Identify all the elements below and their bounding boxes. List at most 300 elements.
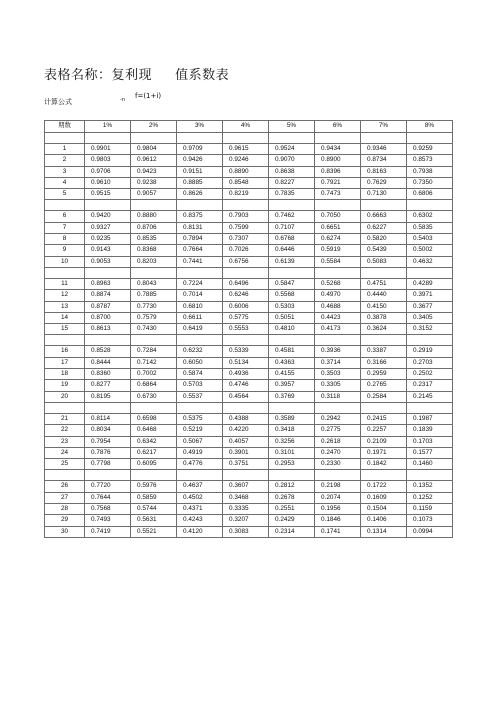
spacer-cell [85, 200, 131, 211]
factor-cell: 0.2959 [361, 369, 407, 380]
header-rate: 1% [85, 121, 131, 133]
factor-cell: 0.8700 [85, 312, 131, 323]
table-row [45, 481, 453, 492]
factor-cell: 0.3207 [223, 515, 269, 526]
factor-cell: 0.9612 [131, 155, 177, 166]
table-row [45, 144, 453, 155]
spacer-cell [45, 335, 85, 346]
spacer-cell [177, 133, 223, 144]
factor-cell: 0.6768 [269, 234, 315, 245]
factor-cell: 0.3589 [269, 413, 315, 424]
spacer-cell [361, 200, 407, 211]
spacer-cell [223, 335, 269, 346]
table-row [45, 189, 453, 200]
spacer-cell [223, 200, 269, 211]
factor-cell: 0.7142 [131, 357, 177, 368]
spacer-cell [269, 402, 315, 413]
table-row [45, 504, 453, 515]
header-rate: 3% [177, 121, 223, 133]
factor-cell: 0.1846 [315, 515, 361, 526]
factor-cell: 0.7224 [177, 278, 223, 289]
factor-cell: 0.9151 [177, 166, 223, 177]
factor-cell: 0.7579 [131, 312, 177, 323]
spacer-cell [45, 133, 85, 144]
factor-cell: 0.5067 [177, 436, 223, 447]
spacer-cell [85, 402, 131, 413]
table-row [45, 301, 453, 312]
factor-cell: 0.6246 [223, 290, 269, 301]
factor-cell: 0.4810 [269, 324, 315, 335]
factor-cell: 0.4751 [361, 278, 407, 289]
period-cell: 21 [45, 413, 85, 424]
factor-cell: 0.7307 [223, 234, 269, 245]
spacer-cell [177, 470, 223, 481]
period-cell: 18 [45, 369, 85, 380]
table-row [45, 290, 453, 301]
factor-cell: 0.9143 [85, 245, 131, 256]
factor-cell: 0.6217 [131, 447, 177, 458]
factor-cell: 0.9901 [85, 144, 131, 155]
spacer-cell [269, 133, 315, 144]
table-body [45, 133, 453, 538]
spacer-cell [315, 133, 361, 144]
factor-cell: 0.8963 [85, 278, 131, 289]
factor-cell: 0.2074 [315, 492, 361, 503]
factor-cell: 0.3083 [223, 526, 269, 537]
period-cell: 12 [45, 290, 85, 301]
header-rate: 6% [315, 121, 361, 133]
factor-cell: 0.2678 [269, 492, 315, 503]
factor-cell: 0.7938 [407, 166, 453, 177]
factor-cell: 0.3624 [361, 324, 407, 335]
table-row [45, 177, 453, 188]
factor-cell: 0.4746 [223, 380, 269, 391]
factor-cell: 0.5775 [223, 312, 269, 323]
header-rate: 7% [361, 121, 407, 133]
factor-cell: 0.3418 [269, 425, 315, 436]
group-spacer-row [45, 402, 453, 413]
factor-cell: 0.9804 [131, 144, 177, 155]
period-cell: 6 [45, 211, 85, 222]
period-cell: 17 [45, 357, 85, 368]
spacer-cell [131, 200, 177, 211]
factor-cell: 0.8535 [131, 234, 177, 245]
factor-cell: 0.6274 [315, 234, 361, 245]
factor-cell: 0.8874 [85, 290, 131, 301]
factor-cell: 0.3936 [315, 346, 361, 357]
factor-cell: 0.8368 [131, 245, 177, 256]
table-row [45, 425, 453, 436]
factor-cell: 0.7462 [269, 211, 315, 222]
factor-cell: 0.9420 [85, 211, 131, 222]
factor-cell: 0.4440 [361, 290, 407, 301]
factor-cell: 0.2812 [269, 481, 315, 492]
spacer-cell [223, 402, 269, 413]
factor-cell: 0.4564 [223, 391, 269, 402]
spacer-cell [177, 335, 223, 346]
table-row [45, 155, 453, 166]
factor-cell: 0.7350 [407, 177, 453, 188]
period-cell: 11 [45, 278, 85, 289]
factor-cell: 0.1352 [407, 481, 453, 492]
period-cell: 2 [45, 155, 85, 166]
factor-cell: 0.1460 [407, 459, 453, 470]
factor-cell: 0.2317 [407, 380, 453, 391]
factor-cell: 0.5584 [315, 256, 361, 267]
factor-cell: 0.3468 [223, 492, 269, 503]
period-cell: 30 [45, 526, 85, 537]
spacer-cell [177, 267, 223, 278]
factor-cell: 0.9524 [269, 144, 315, 155]
period-cell: 14 [45, 312, 85, 323]
factor-cell: 0.6419 [177, 324, 223, 335]
table-row [45, 166, 453, 177]
factor-cell: 0.1839 [407, 425, 453, 436]
factor-cell: 0.4936 [223, 369, 269, 380]
period-cell: 26 [45, 481, 85, 492]
spacer-cell [223, 470, 269, 481]
factor-cell: 0.8900 [315, 155, 361, 166]
table-row [45, 492, 453, 503]
factor-cell: 0.3387 [361, 346, 407, 357]
factor-cell: 0.9235 [85, 234, 131, 245]
formula: f=(1+i) [135, 92, 162, 100]
factor-cell: 0.6050 [177, 357, 223, 368]
factor-cell: 0.5083 [361, 256, 407, 267]
table-row [45, 369, 453, 380]
spacer-cell [269, 335, 315, 346]
spacer-cell [315, 402, 361, 413]
factor-cell: 0.7419 [85, 526, 131, 537]
spacer-cell [85, 267, 131, 278]
table-row [45, 346, 453, 357]
factor-cell: 0.6663 [361, 211, 407, 222]
factor-cell: 0.5521 [131, 526, 177, 537]
factor-cell: 0.7629 [361, 177, 407, 188]
factor-cell: 0.9070 [269, 155, 315, 166]
factor-cell: 0.1314 [361, 526, 407, 537]
factor-cell: 0.2257 [361, 425, 407, 436]
period-cell: 13 [45, 301, 85, 312]
factor-cell: 0.6139 [269, 256, 315, 267]
formula-label: 计算公式 [44, 98, 72, 106]
factor-cell: 0.8203 [131, 256, 177, 267]
factor-cell: 0.5820 [361, 234, 407, 245]
factor-cell: 0.4150 [361, 301, 407, 312]
table-row [45, 256, 453, 267]
spacer-cell [269, 470, 315, 481]
factor-cell: 0.6806 [407, 189, 453, 200]
factor-cell: 0.7284 [131, 346, 177, 357]
factor-cell: 0.5976 [131, 481, 177, 492]
spacer-cell [85, 470, 131, 481]
spacer-cell [269, 200, 315, 211]
table-row [45, 211, 453, 222]
factor-cell: 0.8638 [269, 166, 315, 177]
factor-cell: 0.5403 [407, 234, 453, 245]
factor-cell: 0.2703 [407, 357, 453, 368]
period-cell: 15 [45, 324, 85, 335]
factor-cell: 0.2429 [269, 515, 315, 526]
period-cell: 22 [45, 425, 85, 436]
spacer-cell [131, 335, 177, 346]
factor-cell: 0.9615 [223, 144, 269, 155]
factor-cell: 0.4155 [269, 369, 315, 380]
factor-cell: 0.8528 [85, 346, 131, 357]
factor-cell: 0.9423 [131, 166, 177, 177]
factor-cell: 0.1842 [361, 459, 407, 470]
factor-cell: 0.4057 [223, 436, 269, 447]
factor-cell: 0.8885 [177, 177, 223, 188]
factor-cell: 0.3503 [315, 369, 361, 380]
factor-cell: 0.7894 [177, 234, 223, 245]
factor-cell: 0.7730 [131, 301, 177, 312]
factor-cell: 0.6227 [361, 222, 407, 233]
spacer-cell [407, 470, 453, 481]
factor-cell: 0.6446 [269, 245, 315, 256]
factor-cell: 0.7430 [131, 324, 177, 335]
factor-cell: 0.3166 [361, 357, 407, 368]
factor-cell: 0.7568 [85, 504, 131, 515]
factor-cell: 0.6232 [177, 346, 223, 357]
spacer-cell [361, 402, 407, 413]
factor-cell: 0.7026 [223, 245, 269, 256]
factor-cell: 0.4388 [223, 413, 269, 424]
spacer-cell [131, 402, 177, 413]
factor-cell: 0.2618 [315, 436, 361, 447]
factor-cell: 0.8227 [269, 177, 315, 188]
factor-cell: 0.7720 [85, 481, 131, 492]
factor-cell: 0.1971 [361, 447, 407, 458]
factor-cell: 0.8613 [85, 324, 131, 335]
factor-cell: 0.1159 [407, 504, 453, 515]
spacer-cell [407, 200, 453, 211]
factor-cell: 0.1956 [315, 504, 361, 515]
factor-cell: 0.7473 [315, 189, 361, 200]
table-row [45, 515, 453, 526]
spacer-cell [177, 402, 223, 413]
table-row [45, 391, 453, 402]
factor-cell: 0.5847 [269, 278, 315, 289]
period-cell: 29 [45, 515, 85, 526]
spacer-cell [315, 200, 361, 211]
spacer-cell [85, 335, 131, 346]
factor-cell: 0.8626 [177, 189, 223, 200]
factor-cell: 0.2470 [315, 447, 361, 458]
factor-cell: 0.2765 [361, 380, 407, 391]
spacer-cell [407, 335, 453, 346]
factor-cell: 0.3101 [269, 447, 315, 458]
factor-cell: 0.4632 [407, 256, 453, 267]
period-cell: 8 [45, 234, 85, 245]
spacer-cell [223, 267, 269, 278]
factor-cell: 0.7130 [361, 189, 407, 200]
factor-cell: 0.3957 [269, 380, 315, 391]
factor-cell: 0.6651 [315, 222, 361, 233]
factor-cell: 0.9434 [315, 144, 361, 155]
table-row [45, 357, 453, 368]
factor-cell: 0.5744 [131, 504, 177, 515]
factor-cell: 0.9238 [131, 177, 177, 188]
factor-cell: 0.7954 [85, 436, 131, 447]
factor-cell: 0.9259 [407, 144, 453, 155]
factor-cell: 0.4220 [223, 425, 269, 436]
header-period: 期数 [45, 121, 85, 133]
factor-cell: 0.4173 [315, 324, 361, 335]
header-rate: 8% [407, 121, 453, 133]
table-row [45, 436, 453, 447]
formula-superscript: -n [120, 97, 125, 103]
table-row [45, 459, 453, 470]
spacer-cell [315, 470, 361, 481]
spacer-cell [361, 133, 407, 144]
factor-cell: 0.1577 [407, 447, 453, 458]
table-row [45, 222, 453, 233]
factor-cell: 0.9515 [85, 189, 131, 200]
factor-cell: 0.5303 [269, 301, 315, 312]
factor-cell: 0.7664 [177, 245, 223, 256]
factor-cell: 0.4423 [315, 312, 361, 323]
factor-cell: 0.8787 [85, 301, 131, 312]
factor-cell: 0.2330 [315, 459, 361, 470]
group-spacer-row [45, 200, 453, 211]
factor-cell: 0.8114 [85, 413, 131, 424]
factor-cell: 0.6730 [131, 391, 177, 402]
factor-cell: 0.5874 [177, 369, 223, 380]
factor-cell: 0.3335 [223, 504, 269, 515]
factor-cell: 0.4371 [177, 504, 223, 515]
factor-cell: 0.3901 [223, 447, 269, 458]
period-cell: 16 [45, 346, 85, 357]
factor-cell: 0.9426 [177, 155, 223, 166]
spacer-cell [223, 133, 269, 144]
period-cell: 7 [45, 222, 85, 233]
factor-cell: 0.4581 [269, 346, 315, 357]
factor-cell: 0.5703 [177, 380, 223, 391]
period-cell: 25 [45, 459, 85, 470]
factor-cell: 0.6864 [131, 380, 177, 391]
spacer-cell [269, 267, 315, 278]
factor-cell: 0.2584 [361, 391, 407, 402]
spacer-cell [45, 470, 85, 481]
factor-cell: 0.6468 [131, 425, 177, 436]
factor-cell: 0.2145 [407, 391, 453, 402]
factor-cell: 0.5631 [131, 515, 177, 526]
factor-cell: 0.7921 [315, 177, 361, 188]
factor-cell: 0.1073 [407, 515, 453, 526]
factor-cell: 0.7014 [177, 290, 223, 301]
spacer-cell [85, 133, 131, 144]
factor-cell: 0.5339 [223, 346, 269, 357]
factor-cell: 0.8360 [85, 369, 131, 380]
period-cell: 3 [45, 166, 85, 177]
factor-cell: 0.7441 [177, 256, 223, 267]
factor-cell: 0.2551 [269, 504, 315, 515]
factor-cell: 0.4289 [407, 278, 453, 289]
factor-cell: 0.9327 [85, 222, 131, 233]
spacer-cell [177, 200, 223, 211]
factor-cell: 0.6496 [223, 278, 269, 289]
factor-cell: 0.4970 [315, 290, 361, 301]
factor-cell: 0.8219 [223, 189, 269, 200]
factor-cell: 0.4243 [177, 515, 223, 526]
factor-cell: 0.7798 [85, 459, 131, 470]
factor-cell: 0.1987 [407, 413, 453, 424]
factor-cell: 0.7644 [85, 492, 131, 503]
factor-cell: 0.5219 [177, 425, 223, 436]
factor-cell: 0.4776 [177, 459, 223, 470]
factor-cell: 0.9709 [177, 144, 223, 155]
factor-cell: 0.8163 [361, 166, 407, 177]
period-cell: 4 [45, 177, 85, 188]
group-spacer-row [45, 470, 453, 481]
group-spacer-row [45, 133, 453, 144]
table-row [45, 234, 453, 245]
period-cell: 1 [45, 144, 85, 155]
factor-cell: 0.1504 [361, 504, 407, 515]
table-row [45, 245, 453, 256]
factor-cell: 0.3677 [407, 301, 453, 312]
factor-cell: 0.1722 [361, 481, 407, 492]
period-cell: 5 [45, 189, 85, 200]
present-value-table [44, 120, 452, 538]
factor-cell: 0.9346 [361, 144, 407, 155]
factor-cell: 0.2415 [361, 413, 407, 424]
factor-cell: 0.5835 [407, 222, 453, 233]
factor-cell: 0.5553 [223, 324, 269, 335]
factor-cell: 0.3878 [361, 312, 407, 323]
factor-cell: 0.8734 [361, 155, 407, 166]
factor-cell: 0.6095 [131, 459, 177, 470]
factor-cell: 0.6598 [131, 413, 177, 424]
table-row [45, 324, 453, 335]
factor-cell: 0.2198 [315, 481, 361, 492]
factor-cell: 0.6756 [223, 256, 269, 267]
factor-cell: 0.4637 [177, 481, 223, 492]
factor-cell: 0.5134 [223, 357, 269, 368]
factor-cell: 0.7903 [223, 211, 269, 222]
factor-cell: 0.9610 [85, 177, 131, 188]
factor-cell: 0.1741 [315, 526, 361, 537]
factor-cell: 0.4688 [315, 301, 361, 312]
factor-cell: 0.6611 [177, 312, 223, 323]
header-rate: 2% [131, 121, 177, 133]
spacer-cell [361, 470, 407, 481]
factor-cell: 0.8131 [177, 222, 223, 233]
table-row [45, 413, 453, 424]
spacer-cell [131, 470, 177, 481]
period-cell: 10 [45, 256, 85, 267]
period-cell: 19 [45, 380, 85, 391]
factor-cell: 0.8573 [407, 155, 453, 166]
factor-cell: 0.4919 [177, 447, 223, 458]
factor-cell: 0.3305 [315, 380, 361, 391]
factor-cell: 0.3152 [407, 324, 453, 335]
header-rate: 4% [223, 121, 269, 133]
factor-cell: 0.5051 [269, 312, 315, 323]
factor-cell: 0.2109 [361, 436, 407, 447]
factor-cell: 0.9053 [85, 256, 131, 267]
factor-cell: 0.6342 [131, 436, 177, 447]
factor-cell: 0.1252 [407, 492, 453, 503]
factor-table [44, 120, 453, 538]
factor-cell: 0.7876 [85, 447, 131, 458]
factor-cell: 0.8195 [85, 391, 131, 402]
factor-cell: 0.8444 [85, 357, 131, 368]
table-row [45, 526, 453, 537]
header-rate: 5% [269, 121, 315, 133]
spacer-cell [407, 133, 453, 144]
